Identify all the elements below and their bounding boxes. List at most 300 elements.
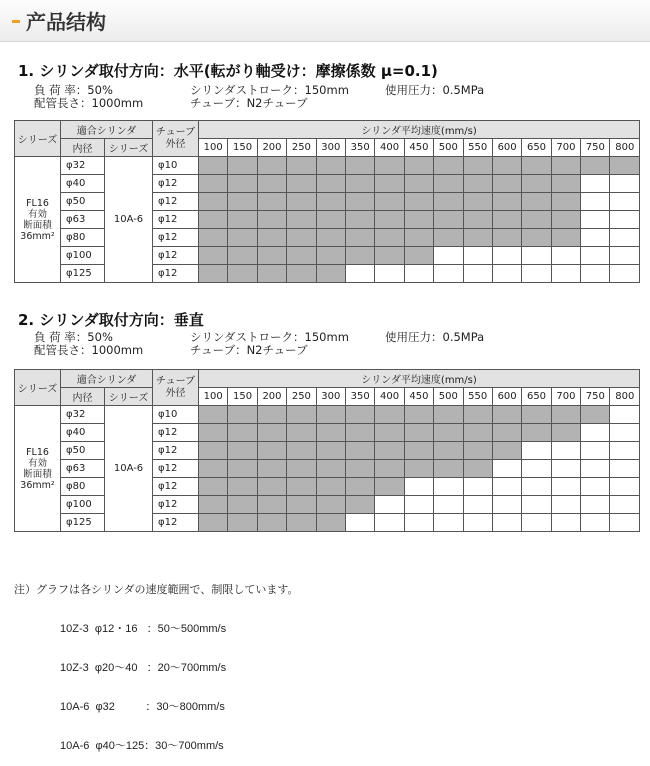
bore-cell: φ100 — [61, 496, 105, 514]
speed-table-vertical — [14, 369, 640, 532]
tube-cell: φ12 — [153, 265, 199, 283]
speed-cell — [581, 514, 610, 532]
table-row — [15, 157, 640, 175]
speed-cell — [434, 460, 463, 478]
speed-cell — [581, 175, 610, 193]
series-cell — [15, 157, 61, 283]
speed-cell — [375, 157, 404, 175]
speed-cell — [316, 157, 345, 175]
speed-cell — [522, 265, 551, 283]
series-line: 有効 — [27, 208, 47, 220]
speed-cell — [287, 157, 316, 175]
speed-cell — [434, 424, 463, 442]
speed-cell — [228, 175, 257, 193]
speed-cell — [257, 265, 286, 283]
bore-cell: φ63 — [61, 211, 105, 229]
speed-cell — [199, 442, 228, 460]
speed-cell — [434, 265, 463, 283]
speed-cell — [404, 193, 433, 211]
speed-cell — [199, 460, 228, 478]
speed-cell — [228, 406, 257, 424]
bore-cell: φ100 — [61, 247, 105, 265]
speed-cell — [551, 211, 580, 229]
speed-cell — [228, 247, 257, 265]
table-row — [15, 406, 640, 424]
speed-cell — [551, 247, 580, 265]
speed-cell — [492, 442, 521, 460]
speed-cell — [257, 496, 286, 514]
speed-column-header: 800 — [610, 388, 640, 406]
speed-cell — [492, 157, 521, 175]
speed-cell — [522, 460, 551, 478]
speed-cell — [316, 193, 345, 211]
tube-header — [153, 121, 199, 157]
speed-cell — [551, 496, 580, 514]
speed-column-header: 300 — [316, 139, 345, 157]
speed-column-header: 550 — [463, 388, 492, 406]
tube-cell: φ12 — [153, 229, 199, 247]
speed-cell — [463, 211, 492, 229]
speed-cell — [287, 247, 316, 265]
speed-column-header: 200 — [257, 388, 286, 406]
speed-cell — [345, 247, 374, 265]
speed-cell — [316, 211, 345, 229]
speed-cell — [463, 229, 492, 247]
speed-cell — [404, 478, 433, 496]
speed-cell — [287, 478, 316, 496]
tube-cell: φ12 — [153, 514, 199, 532]
speed-cell — [492, 496, 521, 514]
speed-cell — [199, 157, 228, 175]
speed-cell — [404, 514, 433, 532]
footnote-line: 10A-6 φ40～125：30～700mm/s — [60, 740, 224, 752]
speed-column-header: 350 — [345, 139, 374, 157]
tube-cell: φ12 — [153, 247, 199, 265]
bore-cell: φ50 — [61, 442, 105, 460]
speed-cell — [522, 424, 551, 442]
speed-cell — [581, 211, 610, 229]
bore-cell: φ40 — [61, 175, 105, 193]
speed-cell — [551, 229, 580, 247]
speed-cell — [581, 442, 610, 460]
speed-cell — [434, 478, 463, 496]
section-1-pipe: 配管長さ：1000mm — [34, 96, 144, 110]
speed-cell — [610, 514, 640, 532]
speed-cell — [316, 406, 345, 424]
speed-cell — [316, 496, 345, 514]
cylinder-series-header: シリーズ — [105, 388, 153, 406]
page-title: 产品结构 — [26, 10, 106, 34]
section-2-title: 2. シリンダ取付方向：垂直 — [18, 311, 204, 329]
speed-cell — [522, 514, 551, 532]
speed-cell — [257, 460, 286, 478]
tube-cell: φ12 — [153, 175, 199, 193]
speed-cell — [434, 406, 463, 424]
speed-cell — [522, 211, 551, 229]
page-header — [0, 0, 650, 42]
section-1-load: 負 荷 率：50% — [34, 83, 113, 97]
speed-cell — [434, 193, 463, 211]
speed-cell — [257, 406, 286, 424]
tube-cell: φ10 — [153, 406, 199, 424]
speed-cell — [257, 478, 286, 496]
speed-column-header: 600 — [492, 388, 521, 406]
speed-cell — [463, 157, 492, 175]
speed-cell — [375, 193, 404, 211]
speed-cell — [257, 229, 286, 247]
speed-cell — [581, 157, 610, 175]
speed-cell — [257, 175, 286, 193]
speed-column-header: 300 — [316, 388, 345, 406]
speed-cell — [345, 478, 374, 496]
speed-cell — [463, 496, 492, 514]
speed-cell — [551, 406, 580, 424]
speed-cell — [257, 193, 286, 211]
bore-cell: φ40 — [61, 424, 105, 442]
speed-cell — [316, 460, 345, 478]
speed-cell — [287, 193, 316, 211]
speed-cell — [492, 265, 521, 283]
speed-cell — [199, 478, 228, 496]
speed-cell — [492, 424, 521, 442]
section-2-stroke: シリンダストローク：150mm — [190, 330, 349, 344]
speed-cell — [287, 175, 316, 193]
speed-cell — [404, 157, 433, 175]
bore-cell: φ50 — [61, 193, 105, 211]
bore-cell: φ125 — [61, 265, 105, 283]
bore-cell: φ80 — [61, 478, 105, 496]
speed-cell — [610, 442, 640, 460]
bore-cell: φ32 — [61, 157, 105, 175]
speed-cell — [434, 229, 463, 247]
speed-cell — [492, 211, 521, 229]
speed-column-header: 750 — [581, 388, 610, 406]
speed-cell — [404, 424, 433, 442]
speed-cell — [610, 460, 640, 478]
series-line: FL16 — [26, 446, 49, 458]
tube-cell: φ12 — [153, 442, 199, 460]
tube-cell: φ12 — [153, 460, 199, 478]
fit-cylinder-header: 適合シリンダ — [61, 370, 153, 388]
section-1-title: 1. シリンダ取付方向：水平(転がり軸受け：摩擦係数 μ=0.1) — [18, 62, 438, 80]
speed-cell — [463, 478, 492, 496]
speed-cell — [199, 229, 228, 247]
speed-cell — [375, 265, 404, 283]
speed-cell — [345, 229, 374, 247]
fit-cylinder-header: 適合シリンダ — [61, 121, 153, 139]
speed-cell — [257, 157, 286, 175]
speed-cell — [492, 229, 521, 247]
speed-cell — [228, 265, 257, 283]
speed-cell — [463, 424, 492, 442]
speed-cell — [316, 442, 345, 460]
speed-cell — [463, 247, 492, 265]
speed-cell — [434, 211, 463, 229]
speed-cell — [316, 229, 345, 247]
speed-cell — [375, 496, 404, 514]
speed-cell — [492, 478, 521, 496]
speed-cell — [257, 442, 286, 460]
speed-cell — [492, 175, 521, 193]
speed-cell — [404, 229, 433, 247]
speed-cell — [404, 406, 433, 424]
speed-cell — [199, 265, 228, 283]
speed-cell — [492, 247, 521, 265]
speed-cell — [345, 442, 374, 460]
speed-cell — [551, 442, 580, 460]
speed-table-horizontal — [14, 120, 640, 283]
speed-column-header: 150 — [228, 139, 257, 157]
header-accent-bar — [12, 20, 20, 23]
speed-cell — [375, 460, 404, 478]
cylinder-series-header: シリーズ — [105, 139, 153, 157]
speed-cell — [199, 424, 228, 442]
speed-cell — [522, 175, 551, 193]
footnote-line: 10Z-3 φ12・16 ：50～500mm/s — [60, 623, 227, 635]
speed-cell — [610, 157, 640, 175]
speed-column-header: 550 — [463, 139, 492, 157]
speed-cell — [581, 229, 610, 247]
speed-cell — [228, 211, 257, 229]
speed-cell — [199, 514, 228, 532]
speed-cell — [287, 211, 316, 229]
speed-cell — [610, 193, 640, 211]
speed-cell — [522, 496, 551, 514]
speed-header: シリンダ平均速度(mm/s) — [199, 121, 640, 139]
speed-column-header: 150 — [228, 388, 257, 406]
speed-cell — [581, 247, 610, 265]
cylinder-series-cell: 10A-6 — [105, 406, 153, 532]
tube-cell: φ12 — [153, 496, 199, 514]
speed-cell — [404, 265, 433, 283]
speed-cell — [287, 229, 316, 247]
speed-cell — [375, 211, 404, 229]
speed-cell — [610, 406, 640, 424]
speed-cell — [257, 247, 286, 265]
series-header: シリーズ — [15, 121, 61, 157]
series-line: 36mm² — [20, 230, 55, 242]
speed-column-header: 450 — [404, 139, 433, 157]
speed-cell — [404, 175, 433, 193]
series-line: 断面積 — [23, 219, 52, 231]
speed-column-header: 650 — [522, 139, 551, 157]
speed-cell — [287, 406, 316, 424]
speed-cell — [581, 496, 610, 514]
speed-cell — [228, 460, 257, 478]
speed-cell — [228, 496, 257, 514]
bore-cell: φ125 — [61, 514, 105, 532]
speed-cell — [228, 424, 257, 442]
speed-cell — [345, 460, 374, 478]
speed-cell — [492, 460, 521, 478]
speed-cell — [581, 460, 610, 478]
speed-cell — [375, 442, 404, 460]
speed-column-header: 250 — [287, 388, 316, 406]
tube-cell: φ12 — [153, 193, 199, 211]
speed-cell — [228, 157, 257, 175]
speed-cell — [434, 247, 463, 265]
speed-cell — [463, 406, 492, 424]
speed-cell — [434, 442, 463, 460]
speed-cell — [199, 496, 228, 514]
speed-cell — [404, 496, 433, 514]
speed-cell — [463, 175, 492, 193]
speed-cell — [404, 247, 433, 265]
speed-column-header: 250 — [287, 139, 316, 157]
tube-cell: φ12 — [153, 211, 199, 229]
speed-cell — [463, 265, 492, 283]
cylinder-series-cell: 10A-6 — [105, 157, 153, 283]
tube-cell: φ12 — [153, 478, 199, 496]
speed-cell — [581, 478, 610, 496]
speed-cell — [463, 442, 492, 460]
speed-cell — [375, 514, 404, 532]
speed-cell — [551, 157, 580, 175]
speed-cell — [375, 247, 404, 265]
speed-cell — [610, 229, 640, 247]
speed-cell — [522, 193, 551, 211]
bore-header: 内径 — [61, 388, 105, 406]
speed-cell — [375, 175, 404, 193]
bore-cell: φ80 — [61, 229, 105, 247]
speed-cell — [492, 406, 521, 424]
speed-cell — [463, 514, 492, 532]
speed-column-header: 350 — [345, 388, 374, 406]
speed-cell — [522, 442, 551, 460]
series-line: 36mm² — [20, 479, 55, 491]
speed-cell — [316, 424, 345, 442]
series-cell — [15, 406, 61, 532]
series-line: 有効 — [27, 457, 47, 469]
speed-cell — [522, 406, 551, 424]
speed-column-header: 400 — [375, 139, 404, 157]
section-2-pressure: 使用圧力：0.5MPa — [385, 330, 485, 344]
speed-cell — [345, 193, 374, 211]
speed-cell — [287, 496, 316, 514]
speed-cell — [551, 175, 580, 193]
series-line: 断面積 — [23, 468, 52, 480]
speed-cell — [375, 424, 404, 442]
speed-cell — [228, 193, 257, 211]
speed-column-header: 600 — [492, 139, 521, 157]
tube-header-line: チューブ — [155, 126, 196, 138]
speed-column-header: 750 — [581, 139, 610, 157]
speed-cell — [610, 175, 640, 193]
tube-header — [153, 370, 199, 406]
speed-cell — [316, 175, 345, 193]
speed-column-header: 800 — [610, 139, 640, 157]
section-1-stroke: シリンダストローク：150mm — [190, 83, 349, 97]
tube-cell: φ12 — [153, 424, 199, 442]
speed-column-header: 500 — [434, 388, 463, 406]
speed-cell — [257, 424, 286, 442]
bore-cell: φ63 — [61, 460, 105, 478]
speed-column-header: 400 — [375, 388, 404, 406]
speed-cell — [522, 247, 551, 265]
speed-cell — [522, 478, 551, 496]
speed-cell — [199, 247, 228, 265]
footnote-line: 10Z-3 φ20～40 ：20～700mm/s — [60, 662, 227, 674]
section-2-tube: チューブ：N2チューブ — [190, 343, 308, 357]
speed-cell — [287, 265, 316, 283]
speed-cell — [316, 478, 345, 496]
section-1-tube: チューブ：N2チューブ — [190, 96, 308, 110]
speed-header: シリンダ平均速度(mm/s) — [199, 370, 640, 388]
speed-column-header: 100 — [199, 388, 228, 406]
speed-cell — [522, 229, 551, 247]
speed-cell — [199, 211, 228, 229]
speed-cell — [551, 514, 580, 532]
bore-header: 内径 — [61, 139, 105, 157]
speed-cell — [434, 157, 463, 175]
tube-cell: φ10 — [153, 157, 199, 175]
speed-cell — [228, 514, 257, 532]
speed-cell — [345, 175, 374, 193]
speed-cell — [228, 442, 257, 460]
speed-cell — [610, 424, 640, 442]
speed-cell — [610, 265, 640, 283]
speed-cell — [375, 406, 404, 424]
speed-cell — [287, 460, 316, 478]
series-line: FL16 — [26, 197, 49, 209]
speed-cell — [345, 514, 374, 532]
speed-cell — [551, 265, 580, 283]
speed-cell — [404, 442, 433, 460]
speed-column-header: 700 — [551, 388, 580, 406]
speed-cell — [551, 424, 580, 442]
speed-cell — [345, 406, 374, 424]
speed-cell — [199, 175, 228, 193]
speed-cell — [287, 514, 316, 532]
tube-header-line: 外径 — [165, 387, 186, 399]
bore-cell: φ32 — [61, 406, 105, 424]
speed-cell — [434, 514, 463, 532]
speed-cell — [316, 514, 345, 532]
speed-cell — [228, 229, 257, 247]
speed-cell — [345, 211, 374, 229]
speed-cell — [551, 478, 580, 496]
speed-cell — [316, 265, 345, 283]
speed-column-header: 500 — [434, 139, 463, 157]
speed-column-header: 700 — [551, 139, 580, 157]
speed-cell — [551, 193, 580, 211]
speed-cell — [610, 211, 640, 229]
speed-cell — [610, 247, 640, 265]
speed-cell — [228, 478, 257, 496]
speed-cell — [492, 514, 521, 532]
speed-cell — [257, 211, 286, 229]
footnote-line: 10A-6 φ32 ：30～800mm/s — [60, 701, 225, 713]
section-1-pressure: 使用圧力：0.5MPa — [385, 83, 485, 97]
speed-cell — [551, 460, 580, 478]
series-header: シリーズ — [15, 370, 61, 406]
section-2-pipe: 配管長さ：1000mm — [34, 343, 144, 357]
speed-cell — [434, 175, 463, 193]
speed-column-header: 450 — [404, 388, 433, 406]
speed-cell — [610, 478, 640, 496]
speed-cell — [316, 247, 345, 265]
speed-column-header: 650 — [522, 388, 551, 406]
speed-cell — [404, 211, 433, 229]
speed-cell — [375, 478, 404, 496]
speed-cell — [522, 157, 551, 175]
speed-cell — [345, 496, 374, 514]
speed-cell — [463, 193, 492, 211]
speed-cell — [581, 424, 610, 442]
speed-cell — [287, 424, 316, 442]
speed-cell — [345, 424, 374, 442]
section-2-load: 負 荷 率：50% — [34, 330, 113, 344]
